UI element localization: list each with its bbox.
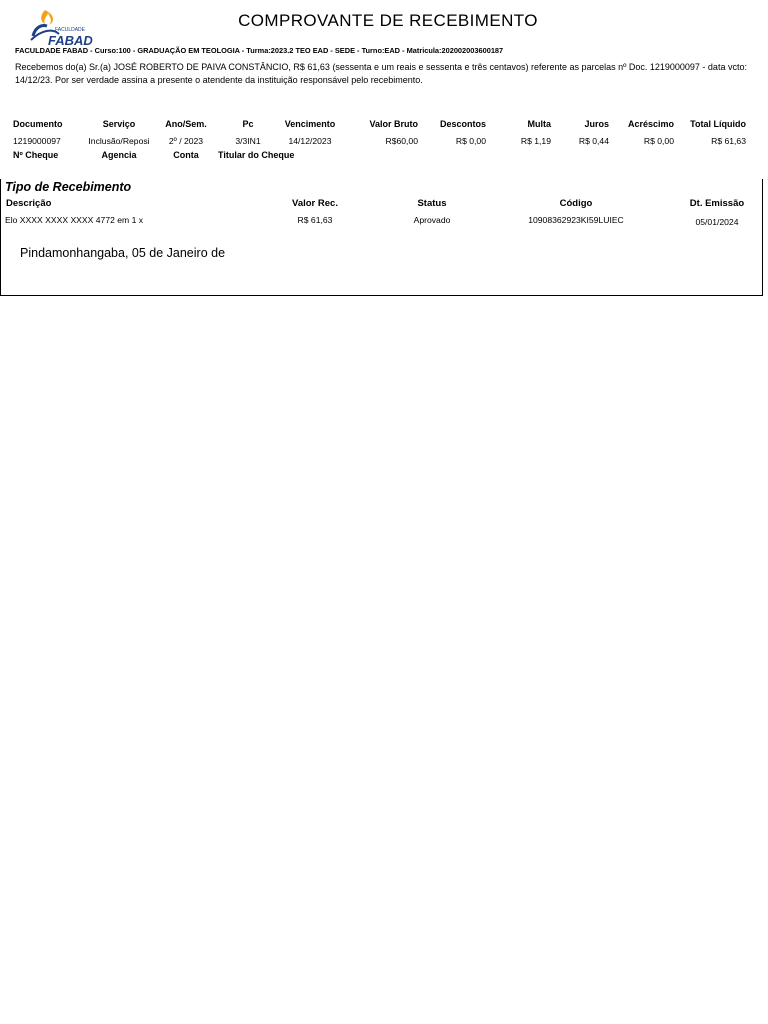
page-title: COMPROVANTE DE RECEBIMENTO — [238, 11, 538, 30]
cell-multa: R$ 1,19 — [520, 136, 551, 146]
col-header-conta: Conta — [173, 150, 199, 160]
cell-pc: 3/3IN1 — [235, 136, 261, 146]
col-header-total-liquido: Total Líquido — [690, 119, 746, 129]
col-header-valor-bruto: Valor Bruto — [369, 119, 418, 129]
col-header-ano-sem: Ano/Sem. — [165, 119, 207, 129]
course-info-line: FACULDADE FABAD - Curso:100 - GRADUAÇÃO EM TEOLOGIA - Turma:2023.2 TEO EAD - SEDE - Turno:EAD - Matricula:202002003600187 — [15, 46, 504, 55]
cell-status: Aprovado — [413, 215, 451, 225]
col-header-servico: Serviço — [102, 119, 136, 129]
col-header-descricao: Descrição — [6, 198, 52, 209]
cell-descricao: Elo XXXX XXXX XXXX 4772 em 1 x — [5, 215, 144, 225]
receipt-statement: Recebemos do(a) Sr.(a) JOSÉ ROBERTO DE PAIVA CONSTÂNCIO, R$ 61,63 (sessenta e um reais e sessenta e três centavos) referente as parcelas nº Doc. 1219000097 - data vcto: 14/12/23. Por ser verdade assina a presente o atendente da instituição responsável pelo recebimento. — [15, 62, 747, 85]
col-header-titular: Titular do Cheque — [218, 150, 295, 160]
cell-total-liquido: R$ 61,63 — [711, 136, 746, 146]
logo-text: FABAD — [48, 33, 93, 48]
col-header-documento: Documento — [13, 119, 63, 129]
col-header-agencia: Agencia — [101, 150, 137, 160]
col-header-descontos: Descontos — [439, 119, 486, 129]
cell-ano-sem: 2º / 2023 — [168, 136, 204, 146]
col-header-numero-cheque: Nº Cheque — [13, 150, 59, 160]
cell-dt-emissao: 05/01/2024 — [695, 217, 739, 227]
col-header-acrescimo: Acréscimo — [627, 119, 674, 129]
col-header-status: Status — [417, 198, 447, 209]
col-header-dt-emissao: Dt. Emissão — [689, 198, 745, 209]
place-date: Pindamonhangaba, 05 de Janeiro de — [20, 246, 226, 260]
cell-descontos: R$ 0,00 — [455, 136, 486, 146]
receipt-type-title: Tipo de Recebimento — [5, 180, 132, 194]
cell-valor-bruto: R$60,00 — [385, 136, 418, 146]
cell-valor-rec: R$ 61,63 — [297, 215, 333, 225]
cell-juros: R$ 0,44 — [578, 136, 609, 146]
cell-servico: Inclusão/Reposi — [88, 136, 150, 146]
col-header-multa: Multa — [527, 119, 551, 129]
cell-vencimento: 14/12/2023 — [288, 136, 332, 146]
col-header-vencimento: Vencimento — [284, 119, 336, 129]
col-header-pc: Pc — [242, 119, 254, 129]
cell-documento: 1219000097 — [13, 136, 61, 146]
col-header-codigo: Código — [559, 198, 593, 209]
logo-small-text: FACULDADE — [55, 27, 86, 33]
col-header-juros: Juros — [584, 119, 609, 129]
cell-acrescimo: R$ 0,00 — [643, 136, 674, 146]
receipt-type-box — [0, 179, 763, 296]
col-header-valor-rec: Valor Rec. — [292, 198, 338, 209]
cell-codigo: 10908362923KI59LUIEC — [528, 215, 624, 225]
